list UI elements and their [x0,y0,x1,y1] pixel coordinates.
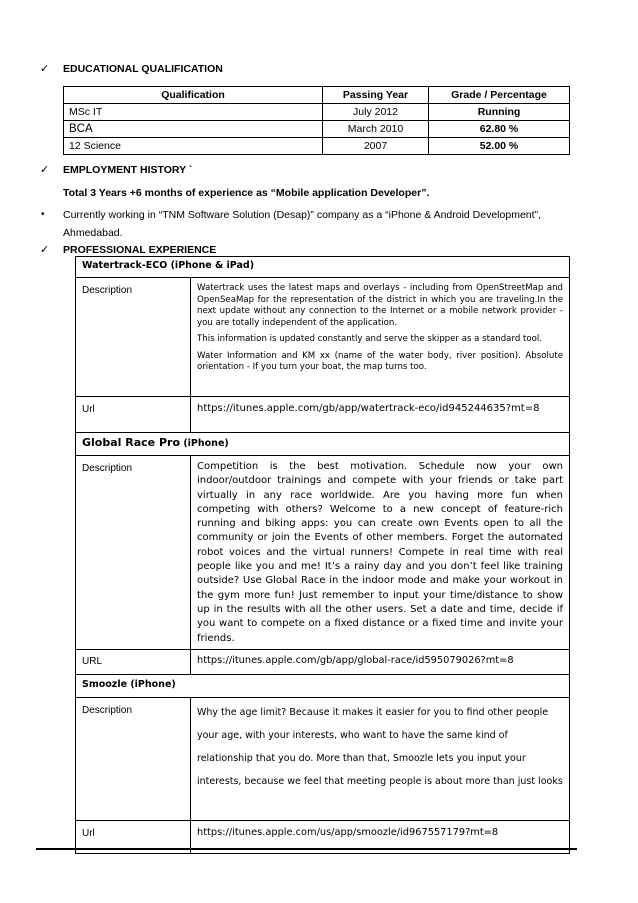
project-header-row [76,674,570,697]
description-paragraph: This information is updated constantly and serve the skipper as a standard tool. [197,334,543,344]
project-title [76,433,570,456]
description-paragraph: Watertrack uses the latest maps and overlays - including from OpenStreetMap and OpenSeaMap for the representation of the district in which you are traveling.In the next update without any connection to the Internet or a mobile network provider - you are totally independent of the application. [197,283,563,328]
description-row [76,278,570,397]
employment-section-title: EMPLOYMENT HISTORY ` [63,164,193,176]
column-header: Passing Year [323,87,429,104]
experience-summary: Total 3 Years +6 months of experience as “Mobile application Developer”. [63,187,430,199]
grade-cell: Running [429,104,570,121]
project-description: Competition is the best motivation. Schedule now your own indoor/outdoor trainings and compete with your friends or take part virtually in any race worldwide. Are you having more fun when competing with others? Welcome to a new concept of feature-rich running and biking apps: you can create own Events open to all the community or join the Events of other members. Forget the automated robot voices and the virtual runners! Compete in real time with real people like you and me! It’s a rainy day and you don’t feel like training outside? Use Global Race in the indoor mode and make your workout in the gym more fun! Just remember to input your time/distance to show up in the results with all the other users. Set a date and time, decide if you want to compete on a fixed distance or a fixed time and invite your friends. [191,456,570,650]
year-cell: 2007 [323,138,429,155]
grade-cell: 52.00 % [429,138,570,155]
year-cell: July 2012 [323,104,429,121]
description-row [76,697,570,820]
check-icon: ✓ [40,62,50,75]
description-label: Description [76,456,191,650]
column-header: Grade / Percentage [429,87,570,104]
description-paragraph: Water Information and KM xx (name of the water body, river position). Absolute orientation - If you turn your boat, the map turns too. [197,350,563,372]
check-icon: ✓ [40,243,50,256]
table-row [64,138,570,155]
year-cell: March 2010 [323,121,429,138]
project-url-link[interactable]: https://itunes.apple.com/gb/app/watertrack-eco/id945244635?mt=8 [191,397,570,433]
qualification-cell: MSc IT [64,104,323,121]
project-platform: (iPhone) [183,438,229,449]
url-label: URL [76,649,191,674]
grade-cell: 62.80 % [429,121,570,138]
project-url-link[interactable]: https://itunes.apple.com/gb/app/global-race/id595079026?mt=8 [191,649,570,674]
bullet-icon: • [41,209,45,220]
url-row [76,649,570,674]
description-label: Description [76,697,191,820]
project-header-row [76,433,570,456]
description-label: Description [76,278,191,397]
project-title: Watertrack-ECO (iPhone & iPad) [76,257,570,278]
project-url-link[interactable]: https://itunes.apple.com/us/app/smoozle/id967557179?mt=8 [191,820,570,853]
check-icon: ✓ [40,163,50,176]
qualification-cell: 12 Science [64,138,323,155]
url-row [76,397,570,433]
current-employment-line-2: Ahmedabad. [63,227,123,239]
project-name: Global Race Pro [82,436,181,449]
experience-section-title: PROFESSIONAL EXPERIENCE [63,244,217,256]
project-description [191,278,570,397]
education-section-title: EDUCATIONAL QUALIFICATION [63,63,223,75]
table-header-row [64,87,570,104]
qualification-cell: BCA [64,121,323,138]
project-header-row [76,257,570,278]
table-row [64,121,570,138]
footer-divider [36,848,577,850]
table-row [64,104,570,121]
column-header: Qualification [64,87,323,104]
url-label: Url [76,820,191,853]
projects-table [75,256,570,854]
current-employment-line-1: Currently working in “TNM Software Solution (Desap)” company as a “iPhone & Android Development”, [63,209,541,221]
project-description: Why the age limit? Because it makes it easier for you to find other people your age, with your interests, who want to have the same kind of relationship that you do. More than that, Smoozle lets you input your interests, because we feel that meeting people is about more than just looks [191,697,570,820]
description-row [76,456,570,650]
url-label: Url [76,397,191,433]
project-title: Smoozle (iPhone) [76,674,570,697]
education-table [63,86,570,155]
